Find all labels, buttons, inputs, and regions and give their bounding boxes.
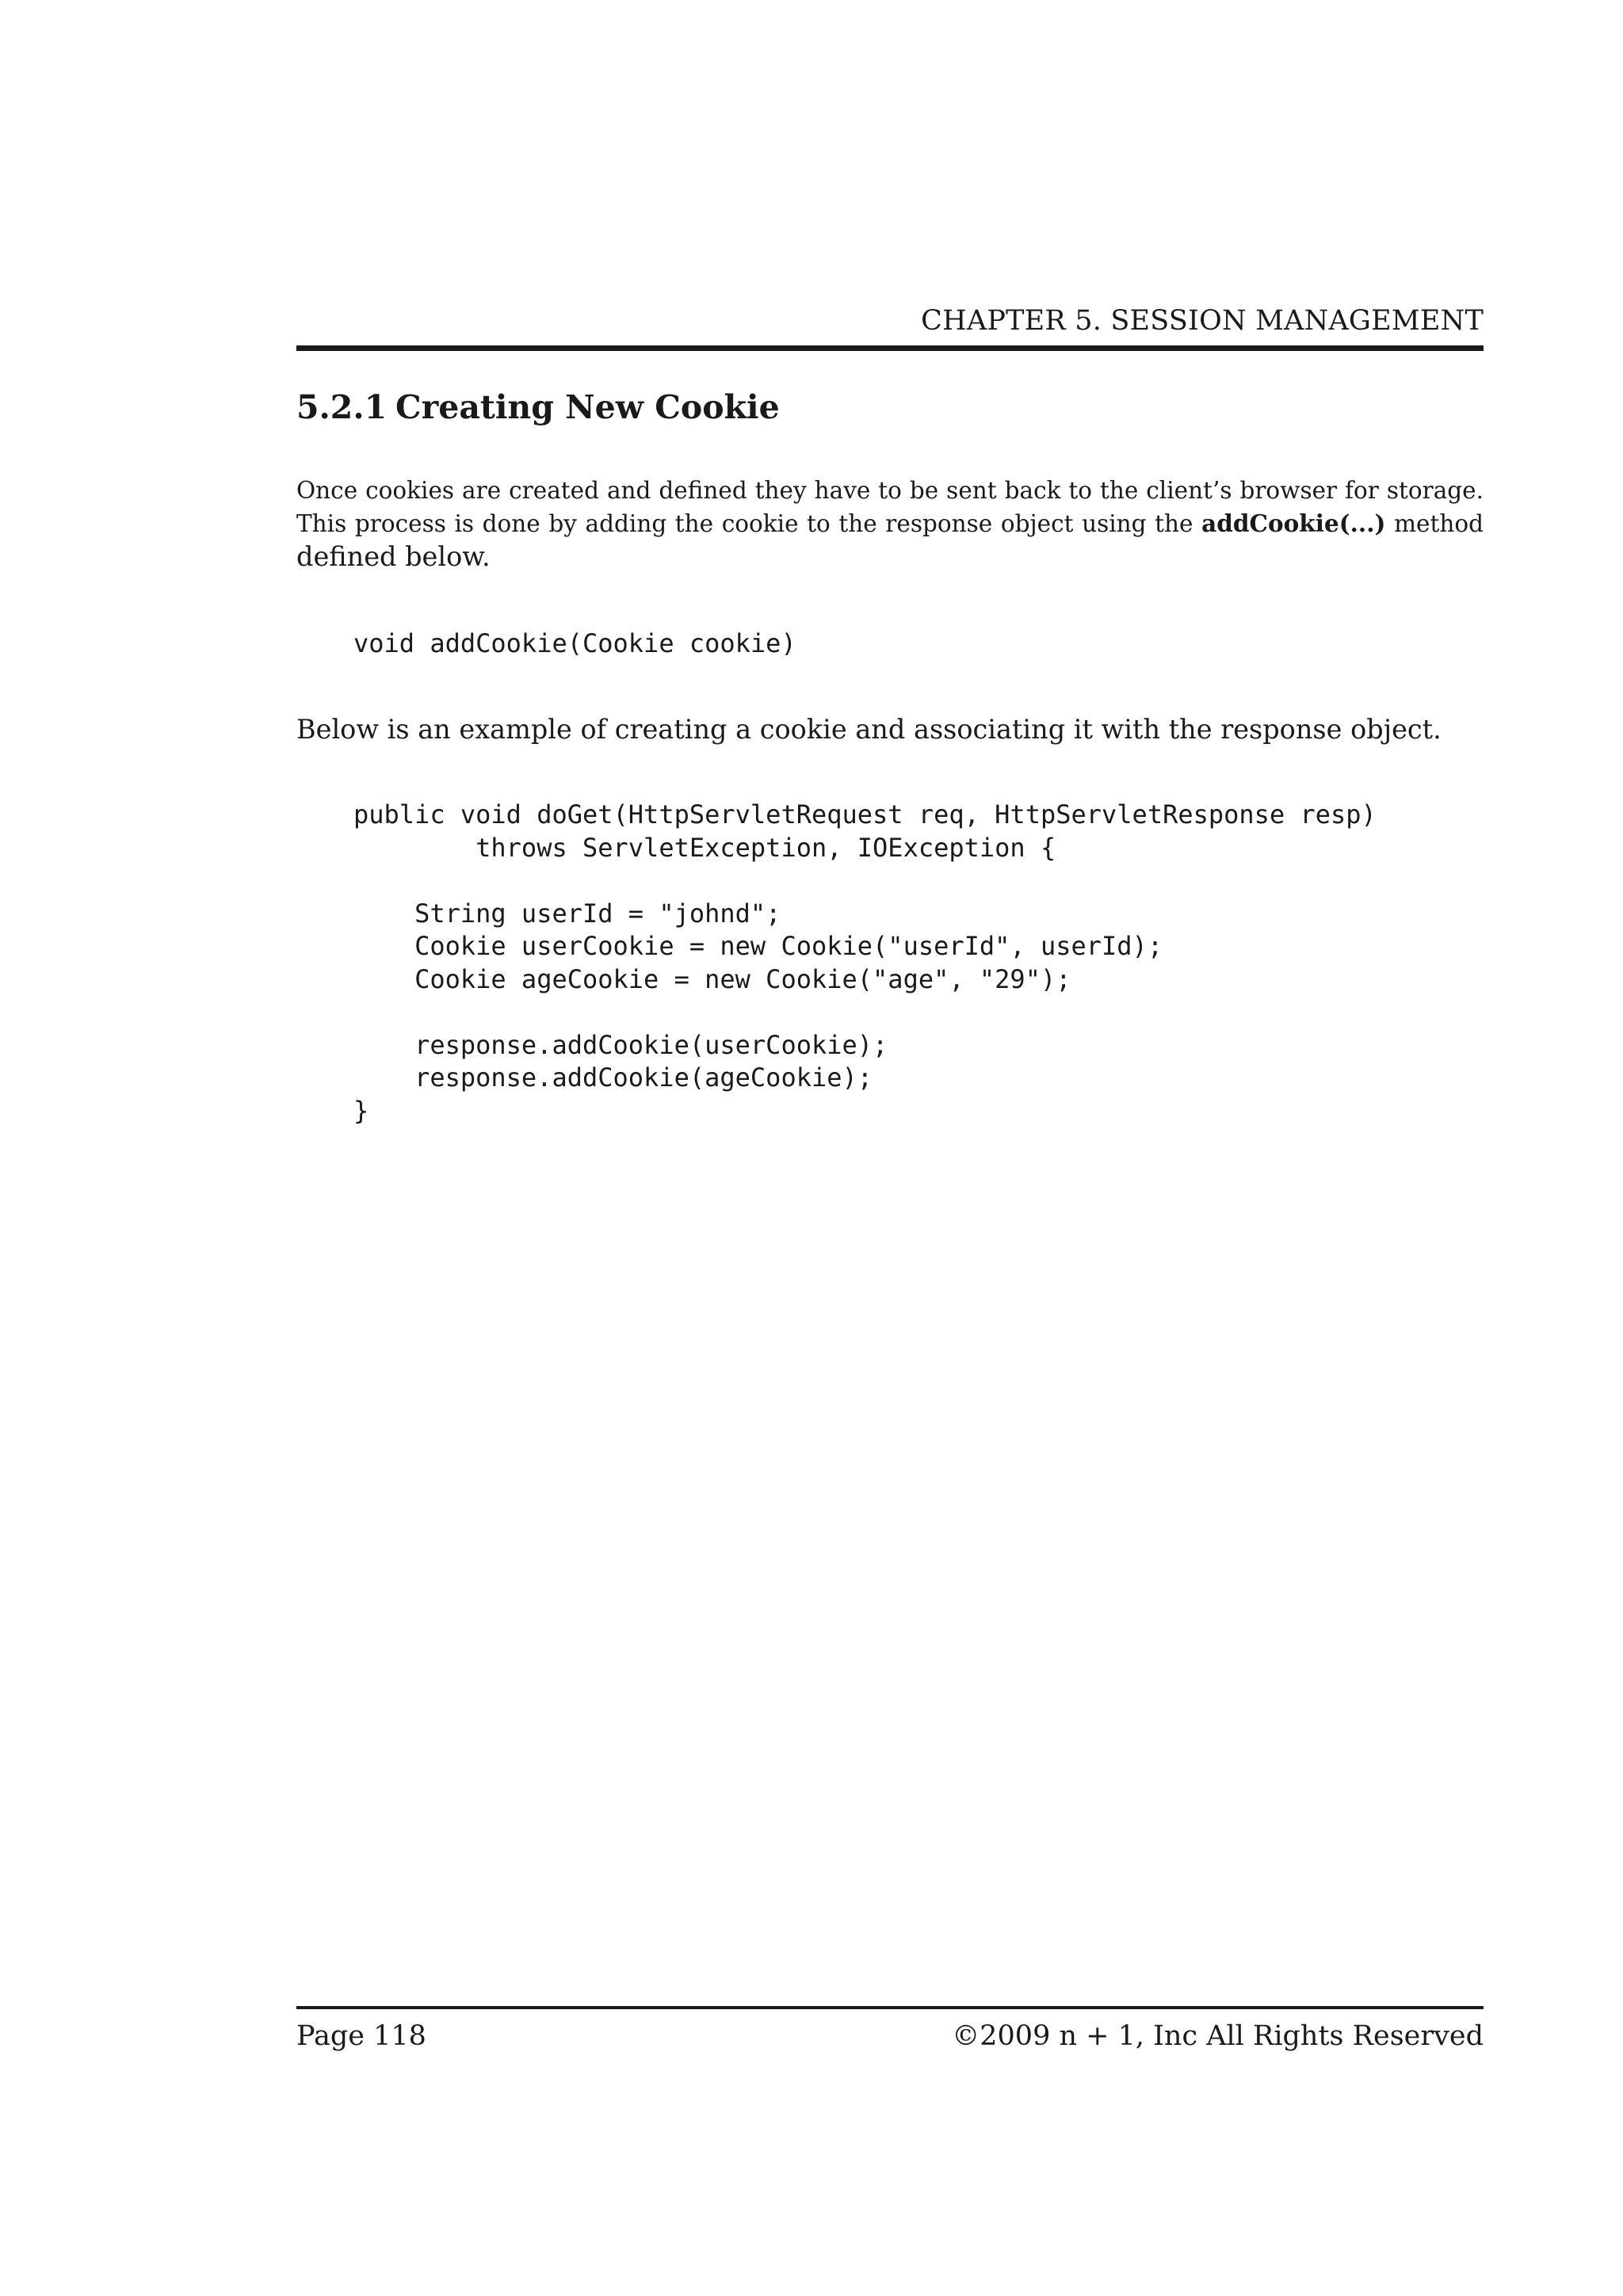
header-rule xyxy=(296,345,1484,351)
example-code-block xyxy=(353,799,1377,1127)
code-line: Cookie userCookie = new Cookie("userId", userId); xyxy=(353,931,1163,961)
method-signature-code xyxy=(353,627,796,661)
code-line: String userId = "johnd"; xyxy=(353,898,781,929)
section-title: Creating New Cookie xyxy=(395,388,780,426)
section-heading xyxy=(296,388,780,426)
intro-line-1: Once cookies are created and defined they have to be sent back to the client’s browser for storage. xyxy=(296,477,1484,504)
code-line: response.addCookie(ageCookie); xyxy=(353,1062,873,1093)
code-line xyxy=(353,996,1377,1029)
code-line: } xyxy=(353,1095,369,1126)
method-name-bold: addCookie(...) xyxy=(1201,509,1386,537)
example-paragraph xyxy=(296,713,1484,746)
code-line: void addCookie(Cookie cookie) xyxy=(353,628,796,658)
intro-paragraph xyxy=(296,474,1484,574)
code-line xyxy=(353,864,1377,898)
page-number: Page 118 xyxy=(296,2020,426,2052)
running-header: CHAPTER 5. SESSION MANAGEMENT xyxy=(921,305,1484,337)
example-line: Below is an example of creating a cookie and associating it with the response object. xyxy=(296,714,1442,745)
copyright-notice: ©2009 n + 1, Inc All Rights Reserved xyxy=(952,2020,1484,2052)
code-line: response.addCookie(userCookie); xyxy=(353,1029,888,1060)
document-page xyxy=(296,0,1484,2296)
intro-line-3: defined below. xyxy=(296,541,491,572)
section-number: 5.2.1 xyxy=(296,388,388,426)
intro-line-2-before: This process is done by adding the cookie to the response object using the xyxy=(296,510,1193,537)
intro-line-2-after: method xyxy=(1394,510,1484,537)
code-line: Cookie ageCookie = new Cookie("age", "29"); xyxy=(353,963,1071,994)
footer-rule xyxy=(296,2006,1484,2009)
code-line: public void doGet(HttpServletRequest req, HttpServletResponse resp) xyxy=(353,799,1377,830)
intro-line-2 xyxy=(296,507,1484,540)
code-line: throws ServletException, IOException { xyxy=(353,832,1056,863)
